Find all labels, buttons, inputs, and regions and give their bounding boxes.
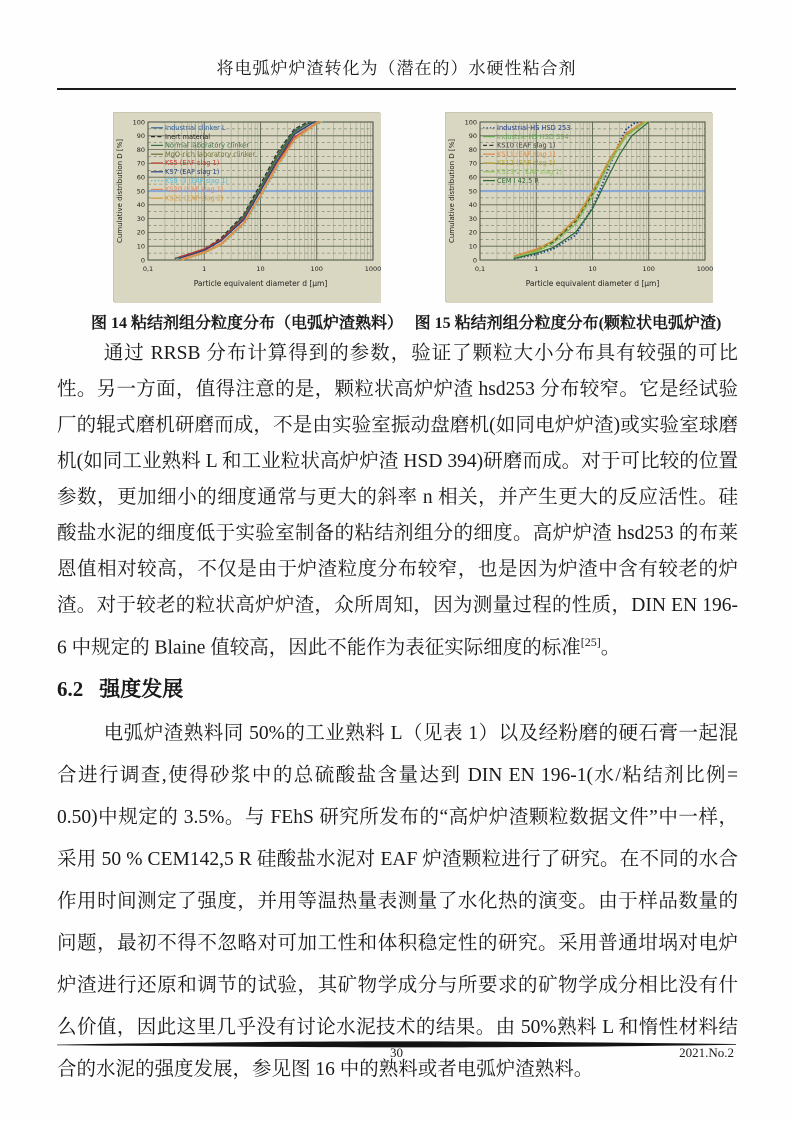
legend-entry: KS5 (EAF slag 1) — [165, 159, 220, 168]
svg-text:30: 30 — [136, 214, 145, 223]
svg-text:100: 100 — [642, 265, 655, 273]
svg-text:70: 70 — [136, 159, 145, 168]
footer-issue: 2021.No.2 — [679, 1045, 734, 1060]
citation-25: [25] — [580, 635, 601, 649]
footer-rule — [57, 1036, 736, 1045]
paragraph-1 — [57, 336, 738, 667]
svg-text:60: 60 — [468, 173, 477, 182]
legend-entry: KS10 (EAF slag 1) — [497, 141, 556, 150]
svg-text:100: 100 — [132, 118, 145, 127]
svg-text:Cumulative distribution D [%]: Cumulative distribution D [%] — [448, 138, 456, 244]
legend-entry: KS11 (EAF slag 1) — [497, 150, 556, 159]
running-header-title: 将电弧炉炉渣转化为（潜在的）水硬性粘合剂 — [216, 59, 577, 78]
svg-text:70: 70 — [468, 159, 477, 168]
legend-entry: KS20 (EAF slag 1) — [165, 185, 224, 194]
svg-text:90: 90 — [468, 132, 477, 141]
svg-text:50: 50 — [468, 187, 477, 196]
svg-text:40: 40 — [468, 201, 477, 210]
svg-text:100: 100 — [310, 265, 323, 273]
svg-text:0: 0 — [472, 256, 477, 265]
svg-text:10: 10 — [468, 242, 477, 251]
footer-page-number: 30 — [390, 1045, 403, 1060]
cumulative-distribution-chart — [446, 113, 713, 303]
svg-text:0,1: 0,1 — [474, 265, 486, 273]
svg-text:10: 10 — [256, 265, 265, 273]
paragraph-1-text: 通过 RRSB 分布计算得到的参数，验证了颗粒大小分布具有较强的可比性。另一方面，值得注意的是，颗粒状高炉炉渣 hsd253 分布较窄。它是经试验厂的辊式磨机研磨而成，不是由实验室振动盘磨机(如同电炉炉渣)或实验室球磨机(如同工业熟料 L 和工业粒状高炉炉渣 HSD 394)研磨而成。对于可比较的位置参数，更加细小的细度通常与更大的斜率 n 相关，并产生更大的反应活性。硅酸盐水泥的细度低于实验室制备的粘结剂组分的细度。高炉炉渣 hsd253 的布莱恩值相对较高，不仅是由于炉渣粒度分布较窄，也是因为炉渣中含有较老的炉渣。对于较老的粒状高炉炉渣，众所周知，因为测量过程的性质，DIN EN 196-6 中规定的 Blaine 值较高，因此不能作为表征实际细度的标准 — [57, 343, 738, 659]
legend-entry: Industrie-HS HSD 394 — [497, 132, 569, 141]
figure-15-chart — [445, 112, 712, 302]
legend-entry: Industrial clinker L — [165, 124, 226, 132]
svg-text:50: 50 — [136, 187, 145, 196]
section-heading — [57, 674, 738, 704]
svg-text:0: 0 — [140, 256, 145, 265]
svg-text:10: 10 — [588, 265, 597, 273]
svg-text:90: 90 — [136, 132, 145, 141]
legend-entry: KS13-2 (EAF slag 1) — [497, 168, 563, 176]
section-title: 强度发展 — [99, 676, 184, 701]
legend-entry: Inert material — [165, 132, 211, 141]
figure-15-caption: 图 15 粘结剂组分粒度分布(颗粒状电弧炉渣) — [414, 315, 722, 332]
legend-entry: KS21 (EAF slag 2) — [165, 194, 224, 203]
legend-entry: KS7 (EAF slag 1) — [165, 168, 220, 176]
figures-row — [57, 112, 736, 304]
cumulative-distribution-chart — [114, 113, 381, 303]
body-text — [57, 336, 738, 1091]
svg-text:30: 30 — [468, 214, 477, 223]
svg-text:Cumulative distribution D [%]: Cumulative distribution D [%] — [116, 138, 124, 244]
svg-text:80: 80 — [136, 145, 145, 154]
svg-text:10: 10 — [136, 242, 145, 251]
paragraph-1-end: 。 — [600, 637, 621, 659]
legend-entry: KS9 -3 (EAF slag 1) — [165, 176, 228, 185]
svg-text:80: 80 — [468, 145, 477, 154]
figure-14-chart — [113, 112, 380, 302]
header-rule — [57, 88, 736, 90]
svg-text:20: 20 — [468, 228, 477, 237]
legend-entry: Normal laboratory clinker — [165, 141, 249, 150]
svg-text:1000: 1000 — [364, 265, 381, 273]
svg-text:100: 100 — [464, 118, 477, 127]
legend-entry: CEM I 42.5 R — [497, 176, 539, 185]
paragraph-2: 电弧炉渣熟料同 50%的工业熟料 L（见表 1）以及经粉磨的硬石膏一起混合进行调查,使得砂浆中的总硫酸盐含量达到 DIN EN 196-1(水/粘结剂比例= 0.50)中规定的 3.5%。与 FEhS 研究所发布的“高炉炉渣颗粒数据文件”中一样，采用 50 % CEM142,5 R 硅酸盐水泥对 EAF 炉渣颗粒进行了研究。在不同的水合作用时间测定了强度，并用等温热量表测量了水化热的演变。由于样品数量的问题，最初不得不忽略对可加工性和体积稳定性的研究。采用普通坩埚对电炉炉渣进行还原和调节的试验，其矿物学成分与所要求的矿物学成分相比没有什么价值，因此这里几乎没有讨论水泥技术的结果。由 50%熟料 L 和惰性材料结合的水泥的强度发展，参见图 16 中的熟料或者电弧炉渣熟料。 — [57, 722, 738, 1080]
legend-entry: MgO-rich laboratory clinker — [165, 150, 256, 159]
legend-entry: Industrial-HS HSD 253 — [497, 124, 571, 132]
svg-text:1000: 1000 — [696, 265, 713, 273]
svg-text:40: 40 — [136, 201, 145, 210]
svg-text:Particle equivalent diameter d: Particle equivalent diameter d [µm] — [525, 279, 660, 288]
section-number: 6.2 — [57, 676, 84, 701]
svg-text:1: 1 — [202, 265, 207, 273]
svg-text:0,1: 0,1 — [142, 265, 154, 273]
legend-entry: KS12 (EAF slag 1) — [497, 159, 556, 168]
svg-text:60: 60 — [136, 173, 145, 182]
figure-14-caption: 图 14 粘结剂组分粒度分布（电弧炉渣熟料） — [90, 315, 403, 332]
svg-text:1: 1 — [534, 265, 539, 273]
svg-text:20: 20 — [136, 228, 145, 237]
svg-text:Particle equivalent diameter d: Particle equivalent diameter d [µm] — [193, 279, 328, 288]
